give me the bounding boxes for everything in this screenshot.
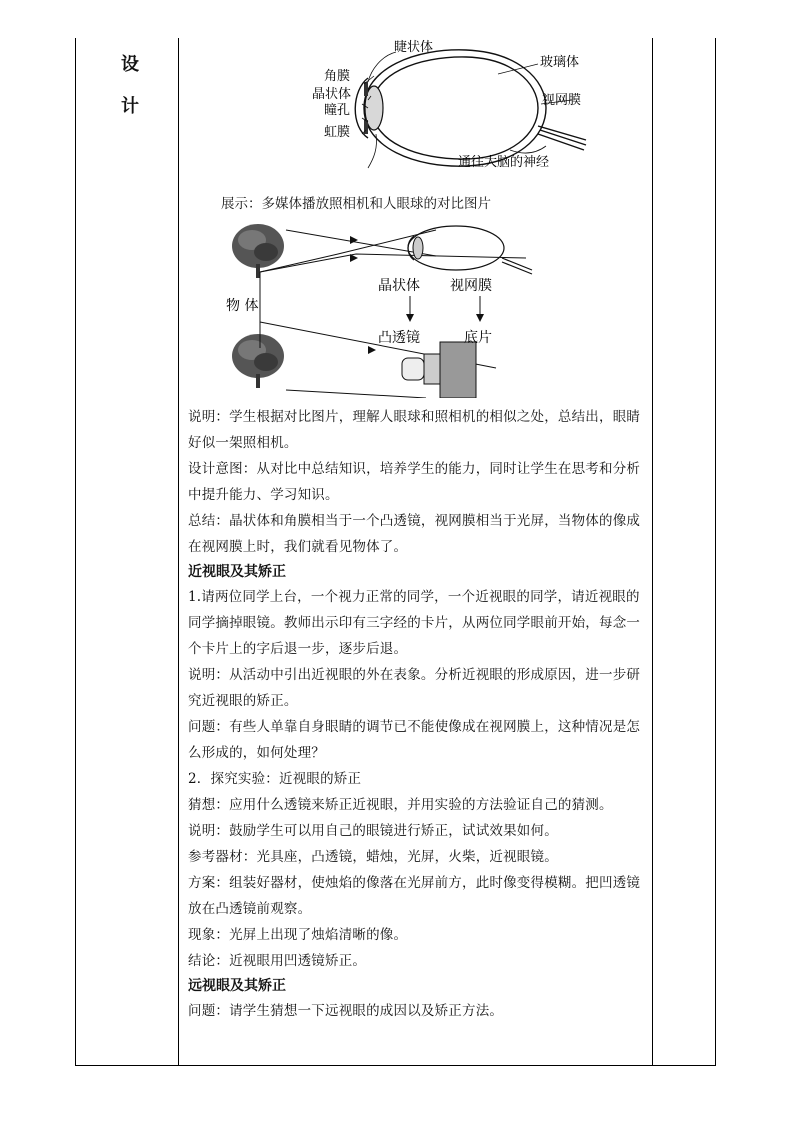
row-label-char-2: 计 [121, 96, 139, 117]
lesson-body [188, 404, 644, 1024]
compare-label-lens: 晶状体 [378, 278, 420, 294]
paragraph-experiment-title: 2．探究实验：近视眼的矫正 [188, 771, 362, 787]
compare-label-film: 底片 [464, 330, 492, 346]
paragraph-design-intent: 设计意图：从对比中总结知识，培养学生的能力，同时让学生在思考和分析中提升能力、学习知识。 [188, 461, 641, 503]
eye-label-iris: 虹膜 [324, 125, 351, 140]
paragraph-explanation-1: 说明：学生根据对比图片，理解人眼球和照相机的相似之处，总结出，眼睛好似一架照相机。 [188, 409, 641, 451]
eye-label-cornea: 角膜 [324, 69, 351, 84]
column-divider-right [652, 38, 653, 1065]
paragraph-explanation-3: 说明：鼓励学生可以用自己的眼镜进行矫正，试试效果如何。 [188, 823, 558, 839]
compare-label-convex-lens: 凸透镜 [378, 330, 420, 346]
eye-label-pupil: 瞳孔 [324, 103, 351, 118]
column-divider-left [178, 38, 179, 1065]
eye-label-vitreous: 玻璃体 [540, 55, 580, 70]
heading-myopia: 近视眼及其矫正 [188, 564, 286, 580]
compare-label-object: 物 体 [226, 298, 259, 314]
paragraph-conclusion: 结论：近视眼用凹透镜矫正。 [188, 953, 367, 969]
eye-label-retina: 视网膜 [542, 93, 582, 108]
paragraph-summary: 总结：晶状体和角膜相当于一个凸透镜，视网膜相当于光屏，当物体的像成在视网膜上时，我们就看见物体了。 [188, 513, 641, 555]
paragraph-question-2: 问题：请学生猜想一下远视眼的成因以及矫正方法。 [188, 1003, 504, 1019]
paragraph-activity-1: 1.请两位同学上台，一个视力正常的同学，一个近视眼的同学，请近视眼的同学摘掉眼镜。教师出示印有三字经的卡片，从两位同学眼前开始，每念一个卡片上的字后退一步，逐步后退。 [188, 589, 641, 657]
row-label-char-1: 设 [121, 54, 139, 75]
eye-structure-diagram [276, 38, 596, 178]
paragraph-phenomenon: 现象：光屏上出现了烛焰清晰的像。 [188, 927, 408, 943]
eye-label-lens: 晶状体 [312, 87, 352, 102]
paragraph-plan: 方案：组装好器材，使烛焰的像落在光屏前方，此时像变得模糊。把凹透镜放在凸透镜前观察。 [188, 875, 641, 917]
lesson-table [75, 38, 716, 1066]
eye-label-ciliary: 睫状体 [394, 40, 434, 55]
tree-icon-bottom [232, 334, 284, 388]
showcase-caption: 展示：多媒体播放照相机和人眼球的对比图片 [221, 196, 491, 212]
paragraph-hypothesis: 猜想：应用什么透镜来矫正近视眼，并用实验的方法验证自己的猜测。 [188, 797, 613, 813]
paragraph-question-1: 问题：有些人单靠自身眼睛的调节已不能使像成在视网膜上，这种情况是怎么形成的，如何处理？ [188, 719, 641, 761]
heading-hyperopia: 远视眼及其矫正 [188, 978, 286, 994]
tree-icon-top [232, 224, 284, 278]
eye-camera-comparison-diagram [226, 218, 546, 398]
compare-label-retina: 视网膜 [450, 278, 492, 294]
paragraph-explanation-2: 说明：从活动中引出近视眼的外在表象。分析近视眼的形成原因，进一步研究近视眼的矫正。 [188, 667, 641, 709]
paragraph-equipment: 参考器材：光具座，凸透镜，蜡烛，光屏，火柴，近视眼镜。 [188, 849, 558, 865]
eye-label-nerve: 通往大脑的神经 [458, 155, 550, 170]
